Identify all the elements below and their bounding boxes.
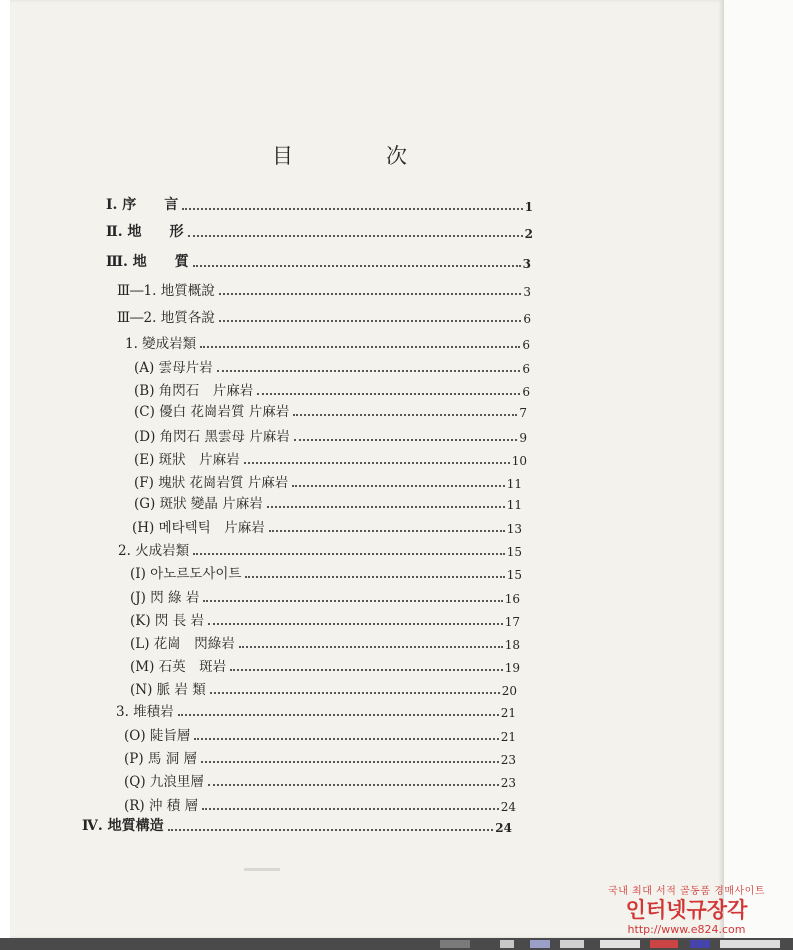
toc-leader-dots xyxy=(293,414,517,416)
toc-leader-dots xyxy=(239,646,503,648)
toc-entry xyxy=(130,611,520,629)
toc-entry xyxy=(134,494,522,512)
toc-entry-page: 9 xyxy=(519,431,527,445)
toc-entry-label: (Q) 九浪里層 xyxy=(124,774,204,790)
toc-entry-label: Ⅱ. 地 形 xyxy=(106,224,184,240)
toc-entry-label: (F) 塊狀 花崗岩質 片麻岩 xyxy=(134,475,289,491)
toc-entry-page: 6 xyxy=(522,362,530,376)
toc-entry-page: 2 xyxy=(524,227,533,241)
toc-entry xyxy=(134,358,530,376)
toc-entry-page: 6 xyxy=(523,312,531,326)
toc-entry xyxy=(124,796,516,814)
toc-entry xyxy=(130,680,517,698)
toc-leader-dots xyxy=(208,623,503,625)
page-title: 目 次 xyxy=(272,144,443,168)
toc-leader-dots xyxy=(217,370,521,372)
toc-entry xyxy=(125,334,530,352)
toc-leader-dots xyxy=(193,265,521,267)
toc-entry xyxy=(130,588,520,606)
toc-entry-label: (R) 沖 積 層 xyxy=(124,798,199,814)
toc-leader-dots xyxy=(210,692,500,694)
toc-entry-page: 15 xyxy=(506,568,522,582)
watermark-brand: 인터넷규장각 xyxy=(625,898,748,922)
toc-entry-page: 21 xyxy=(500,730,516,744)
toc-entry-label: (K) 閃 長 岩 xyxy=(130,613,204,629)
toc-entry-page: 3 xyxy=(523,285,531,299)
toc-entry-label: (E) 斑狀 片麻岩 xyxy=(134,452,240,468)
toc-leader-dots xyxy=(201,761,499,763)
toc-entry-label: (P) 馬 洞 層 xyxy=(124,751,197,767)
toc-entry xyxy=(117,308,531,326)
toc-entry xyxy=(118,541,522,559)
toc-entry-label: (L) 花崗 閃綠岩 xyxy=(130,636,235,652)
toc-entry xyxy=(134,473,522,491)
toc-entry-page: 7 xyxy=(519,406,527,420)
toc-entry-label: 1. 變成岩類 xyxy=(125,336,197,352)
toc-leader-dots xyxy=(200,346,520,348)
toc-entry-label: (D) 角閃石 黑雲母 片麻岩 xyxy=(134,429,290,445)
toc-entry xyxy=(117,281,531,299)
toc-entry-label: (O) 陡旨層 xyxy=(124,728,191,744)
toc-entry xyxy=(130,657,520,675)
toc-leader-dots xyxy=(182,208,522,210)
toc-entry-page: 23 xyxy=(500,753,516,767)
toc-entry xyxy=(134,402,527,420)
toc-entry xyxy=(82,817,512,835)
toc-entry xyxy=(106,223,533,241)
scan-bottom-strip xyxy=(0,938,793,950)
toc-entry xyxy=(116,702,516,720)
toc-entry-page: 18 xyxy=(504,638,520,652)
toc-entry xyxy=(134,450,527,468)
toc-leader-dots xyxy=(245,576,504,578)
toc-entry-page: 6 xyxy=(522,338,530,352)
toc-leader-dots xyxy=(219,293,522,295)
next-page-edge xyxy=(723,0,793,938)
toc-leader-dots xyxy=(208,784,499,786)
toc-entry-label: Ⅲ―1. 地質概說 xyxy=(117,283,215,299)
toc-entry-page: 11 xyxy=(506,477,522,491)
toc-entry-page: 11 xyxy=(506,498,522,512)
toc-entry-page: 21 xyxy=(500,706,516,720)
toc-entry-label: (C) 優白 花崗岩質 片麻岩 xyxy=(134,404,290,420)
toc-entry-page: 24 xyxy=(495,821,512,835)
toc-entry-label: Ⅳ. 地質構造 xyxy=(82,818,164,834)
toc-entry-label: (M) 石英 斑岩 xyxy=(130,659,227,675)
toc-entry-label: 2. 火成岩類 xyxy=(118,543,190,559)
toc-entry-page: 6 xyxy=(522,385,530,399)
toc-leader-dots xyxy=(257,393,520,395)
toc-leader-dots xyxy=(244,462,510,464)
toc-leader-dots xyxy=(193,553,505,555)
toc-entry xyxy=(106,196,533,214)
toc-entry xyxy=(130,564,522,582)
toc-entry xyxy=(124,772,516,790)
toc-entry-label: 3. 堆積岩 xyxy=(116,704,174,720)
toc-leader-dots xyxy=(294,439,518,441)
toc-entry xyxy=(124,749,516,767)
watermark-url: http://www.e824.com xyxy=(627,923,746,936)
toc-leader-dots xyxy=(188,235,523,237)
toc-leader-dots xyxy=(202,808,499,810)
toc-entry-page: 19 xyxy=(504,661,520,675)
toc-entry-page: 13 xyxy=(506,522,522,536)
toc-entry-page: 16 xyxy=(504,592,520,606)
toc-entry-page: 17 xyxy=(504,615,520,629)
toc-entry-label: (H) 메타텍틱 片麻岩 xyxy=(132,520,265,536)
toc-entry-label: (N) 脈 岩 類 xyxy=(130,682,206,698)
toc-entry-page: 10 xyxy=(511,454,527,468)
toc-entry xyxy=(132,518,522,536)
toc-leader-dots xyxy=(267,506,505,508)
toc-entry-label: (G) 斑狀 變晶 片麻岩 xyxy=(134,496,263,512)
toc-leader-dots xyxy=(194,738,498,740)
toc-entry-page: 1 xyxy=(524,200,533,214)
toc-entry-label: (B) 角閃石 片麻岩 xyxy=(134,383,254,399)
toc-leader-dots xyxy=(230,669,503,671)
toc-entry-label: Ⅲ. 地 質 xyxy=(106,254,189,270)
watermark-tagline: 국내 최대 서적 골동품 경매사이트 xyxy=(608,886,765,897)
toc-entry-label: (I) 아노르도사이트 xyxy=(130,566,242,582)
toc-entry-page: 15 xyxy=(506,545,522,559)
toc-entry-page: 20 xyxy=(501,684,517,698)
toc-entry xyxy=(134,427,527,445)
toc-entry-label: (J) 閃 綠 岩 xyxy=(130,590,200,606)
toc-entry-label: Ⅰ. 序 言 xyxy=(106,197,179,213)
toc-entry-label: (A) 雲母片岩 xyxy=(134,360,213,376)
toc-entry xyxy=(134,381,530,399)
scan-smudge xyxy=(244,868,280,871)
toc-leader-dots xyxy=(168,829,494,831)
toc-entry-page: 24 xyxy=(500,800,516,814)
toc-leader-dots xyxy=(178,714,499,716)
toc-leader-dots xyxy=(269,530,505,532)
toc-leader-dots xyxy=(292,485,504,487)
toc-entry xyxy=(106,253,531,271)
toc-entry xyxy=(130,634,520,652)
toc-entry-page: 23 xyxy=(500,776,516,790)
toc-leader-dots xyxy=(203,600,502,602)
toc-entry-page: 3 xyxy=(522,257,531,271)
toc-entry-label: Ⅲ―2. 地質各說 xyxy=(117,310,215,326)
watermark xyxy=(608,882,765,936)
toc-leader-dots xyxy=(219,320,522,322)
toc-entry xyxy=(124,726,516,744)
